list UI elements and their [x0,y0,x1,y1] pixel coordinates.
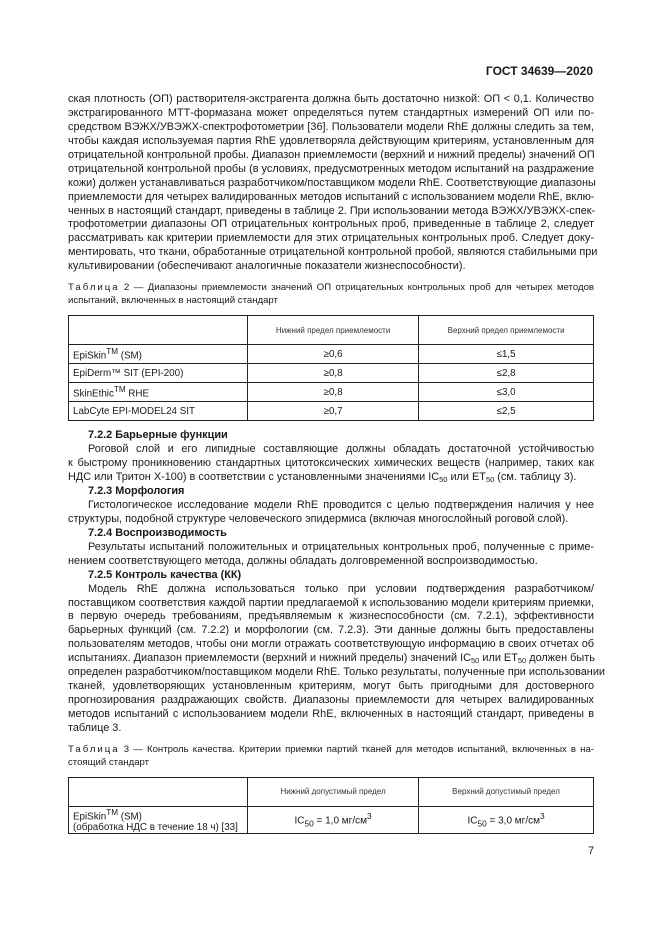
column-header: Верхний предел приемлемости [419,316,594,345]
text-run: в первую очередь требованиям, предъявляемым к жизнеспособности (см. 7.2.1), эффективности [68,610,594,623]
table-cell [248,383,419,402]
text-line [68,541,594,555]
text-line [68,708,594,722]
text-run: отрицательной контрольной пробы (в условиях, предусмотренных методом испытаний на раздражение [68,162,594,175]
table-row [69,364,594,383]
text-line [68,163,594,177]
text-line [68,93,594,107]
table-cell [248,806,419,833]
text-line [68,638,594,652]
table-header-row [69,777,594,806]
text-run: структуры, подобной структуре человеческого эпидермиса (включая многослойный роговой слой). [68,512,569,525]
text-line [68,218,594,232]
text-run: EpiDerm™ SIT (EPI-200) [73,367,184,379]
text-run: ≥0,7 [323,405,343,417]
data-table [68,315,594,421]
text-line [68,722,594,736]
text-run: трофотометрии диапазоны ОП отрицательных контрольных проб, приведенные в таблице 2, следует [68,218,594,231]
table-row [69,806,594,833]
text-run: к быстрому проникновению стандартных цитотоксических химических веществ (например, таких как [68,457,594,470]
column-header: Нижний допустимый предел [248,777,419,806]
caption-line [68,743,594,756]
text-run: приемлемости для четырех валидированных методов испытаний с использованием модели RhE, вклю- [68,190,595,203]
table-row [69,402,594,421]
text-run: EpiSkin [73,350,107,362]
text-line [68,680,594,694]
text-line [68,232,594,246]
superscript: 3 [539,810,545,821]
table-header-row [69,316,594,345]
text-run: = 3,0 мг/см [486,815,540,827]
table-cell [419,383,594,402]
text-run: (см. таблицу 3). [494,471,577,484]
text-line [68,583,594,597]
superscript: 3 [366,810,372,821]
text-line [68,205,594,219]
paragraph [68,443,594,485]
text-run: рассматривать как критерии приемлемости для этих отрицательных контрольных проб. Следует доку- [68,232,594,245]
page-number: 7 [588,845,595,857]
text-run: Роговой слой и его липидные составляющие должны обладать достаточной устойчивостью [88,443,594,456]
text-line [68,471,594,485]
subscript: 50 [439,475,448,485]
text-line [68,246,598,260]
section-heading: 7.2.2 Барьерные функции [88,429,228,442]
superscript: TM [106,347,118,357]
text-run: средством ВЭЖХ/УВЭЖХ-спектрофотометрии [36]. Пользователи модели RhE должны следить за тем, [68,120,594,133]
text-run: кожи) должен устанавливаться разработчиком/поставщиком модели RhE. Соответствующие диапазоны [68,176,596,189]
text-run: 2 — Диапазоны приемлемости значений ОП отрицательных контрольных проб для четырех методов [124,282,594,294]
text-line [68,555,594,569]
text-run: ская плотность (ОП) растворителя-экстрагента должна быть достаточно низкой: ОП < 0,1. Количество [68,93,594,105]
text-run: НДС или Тритон Х-100) в соответствии с установленными значениями IC [68,471,440,484]
text-line [68,694,594,708]
text-run: EpiSkin [73,811,107,823]
text-run: IC [294,815,305,827]
table-row [69,345,594,364]
text-run: ≤2,5 [496,405,516,417]
table-cell [69,383,248,402]
column-header: Нижний предел приемлемости [248,316,419,345]
text-line [68,177,594,191]
subscript: 50 [485,475,495,485]
text-run: испытаний, включенных в настоящий стандарт [68,295,278,307]
superscript: TM [106,807,118,817]
table-caption [68,281,594,307]
subscript: 50 [471,656,480,666]
table-cell [248,402,419,421]
text-line [68,121,594,135]
text-run: ≥0,8 [323,367,343,379]
text-run: Модель RhE должна использоваться только при условии подтверждения разработчиком/ [88,582,594,595]
text-line [68,457,594,471]
text-run: ≥0,6 [323,348,343,360]
table-cell [69,364,248,383]
text-line [68,666,605,680]
text-run: (SM) [118,350,142,362]
section-heading: 7.2.4 Воспроизводимость [88,526,227,539]
text-line [68,624,594,638]
paragraph [68,93,598,274]
text-line [68,652,594,666]
caption-line [68,281,594,294]
column-header [69,777,248,806]
table-cell [419,806,594,833]
text-run: нением соответствующего метода, должны обладать долговременной воспроизводимостью. [68,554,538,567]
table-row [69,383,594,402]
table-cell [69,402,248,421]
spacer [68,421,594,429]
superscript: TM [113,385,126,395]
text-run: (обработка НДС в течение 18 ч) [33] [73,822,238,834]
text-line [68,135,594,149]
text-run: экстрагированного МТТ-формазана может определяться путем стандартных измерений ОП или по- [68,106,594,119]
text-run: определен разработчиком/поставщиком модели RhE. Только результаты, полученные при использовании [68,666,605,679]
caption-line [68,756,594,769]
table-cell [248,364,419,383]
text-run: прогнозирования раздражающих свойств. Диапазоны приемлемости для четырех валидированных [68,694,594,707]
text-run: ментировать, что ткани, обработанные отрицательной контрольной пробой, являются стабильными при [68,246,598,259]
text-run: ≤3,0 [496,386,516,398]
text-line [68,597,594,611]
text-line [68,610,594,624]
paragraph [68,541,594,569]
table-cell [419,345,594,364]
paragraph [68,582,605,736]
text-run: пользователям методов, чтобы они могли отражать соответствующую информацию в своих отчетах об [68,638,594,651]
text-run: стоящий стандарт [68,756,150,768]
text-line [68,513,594,527]
text-run: LabCyte EPI-MODEL24 SIT [73,405,195,417]
text-line [68,443,594,457]
table-cell [69,345,248,364]
caption-label: Таблица [68,743,120,755]
column-header [69,316,248,345]
text-line [68,107,594,121]
column-header: Верхний допустимый предел [419,777,594,806]
text-run: (SM) [118,811,142,823]
text-line [68,499,594,513]
caption-label: Таблица [68,282,120,294]
text-line [68,191,594,205]
subscript: 50 [304,818,314,829]
table-cell [248,345,419,364]
text-run: чтобы каждая используемая партия RhE удовлетворяла действующим критериям, установленным для [68,134,594,147]
caption-line [68,294,594,307]
text-run: Результаты испытаний положительных и отрицательных контрольных проб, полученные с приме- [88,540,594,553]
text-run: методов испытаний с использованием модели RhE, включенных в настоящий стандарт, приведены в [68,708,594,720]
section-heading: 7.2.3 Морфология [88,484,185,497]
document-code: ГОСТ 34639—2020 [485,64,593,78]
text-line [68,149,594,163]
text-run: или ET [447,471,486,484]
section-heading: 7.2.5 Контроль качества (КК) [88,568,242,581]
text-run: = 1,0 мг/см [313,815,367,827]
text-run: ≤2,8 [496,367,516,379]
text-run: барьерных функций (см. 7.2.2) и морфологии (см. 7.2.3). Эти данные должны быть предоставлены [68,624,594,637]
text-run: отрицательной контрольной пробы. Диапазон приемлемости (верхний и нижний пределы) значений ОП [68,148,595,161]
text-run: ≥0,8 [323,386,343,398]
text-run: 3 — Контроль качества. Критерии приемки партий тканей для методов испытаний, включенных в на- [123,743,594,755]
table-cell [419,402,594,421]
text-run: ченных в настоящий стандарт, приведены в таблице 2. При использовании метода ВЭЖХ/УВЭЖХ-спек- [68,204,596,217]
text-line [68,260,594,274]
text-run: RHE [125,388,150,400]
text-run: таблице 3. [68,721,122,734]
table-cell [69,806,248,833]
table-caption [68,743,594,769]
text-run: тканей, удовлетворяющих установленным критериям, могут быть пригодными для достоверного [68,680,594,693]
text-run: IC [467,815,478,827]
text-run: должен быть [526,652,595,665]
text-run: испытаниях. Диапазон приемлемости (верхний и нижний пределы) значений IC [68,652,472,665]
paragraph [68,499,594,527]
text-run: Гистологическое исследование модели RhE проводится с целью подтверждения наличия у нее [88,498,594,511]
data-table [68,777,594,834]
table-cell [419,364,594,383]
page-content [68,93,605,834]
text-run: поставщиком соответствия каждой партии предлагаемой к использованию модели критериям приемки, [68,596,594,609]
subscript: 50 [477,818,487,829]
subscript: 50 [517,656,527,666]
text-run: культивировании (обеспечивают аналогичные показатели жизнеспособности). [68,260,466,273]
text-run: SkinEthic [73,388,114,400]
text-run: или ET [479,652,518,665]
text-run: ≤1,5 [496,348,516,360]
